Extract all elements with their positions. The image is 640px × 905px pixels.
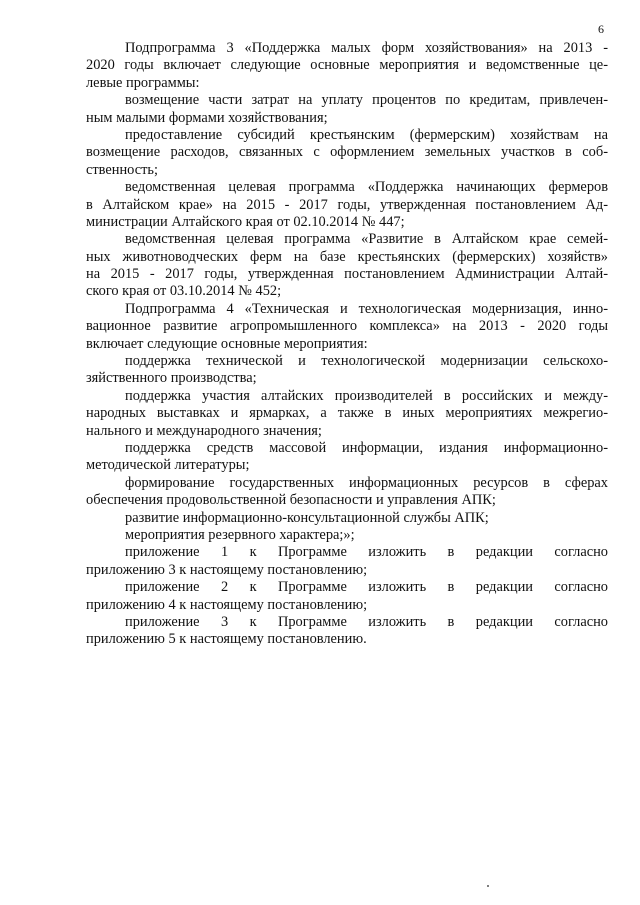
document-body [86,40,608,649]
text-line: левые программы: [86,74,200,91]
text-line: приложение 3 к Программе изложить в редакции согласно [125,613,608,630]
text-line: приложению 4 к настоящему постановлению; [86,596,368,613]
text-line: вационное развитие агропромышленного комплекса» на 2013 - 2020 годы [86,318,608,335]
text-line: Подпрограмма 3 «Поддержка малых форм хозяйствования» на 2013 - [125,40,608,56]
text-line: поддержка участия алтайских производителей в российских и между- [125,387,608,404]
text-line: в Алтайском крае» на 2015 - 2017 годы, утвержденная постановлением Ад- [86,196,608,213]
text-line: приложение 1 к Программе изложить в редакции согласно [125,544,608,561]
text-line: народных выставках и ярмарках, а также в иных мероприятиях межрегио- [86,405,608,422]
text-line: обеспечения продовольственной безопасности и управления АПК; [86,492,496,509]
text-line: нального и международного значения; [86,422,322,439]
text-line: включает следующие основные мероприятия: [86,335,368,352]
text-line: ского края от 03.10.2014 № 452; [86,283,282,300]
text-line: приложению 3 к настоящему постановлению; [86,561,368,578]
text-line: мероприятия резервного характера;»; [125,526,355,543]
text-line: возмещение расходов, связанных с оформлением земельных участков в соб- [86,144,608,161]
text-line: на 2015 - 2017 годы, утвержденная постановлением Администрации Алтай- [86,266,608,283]
text-line: ведомственная целевая программа «Развитие в Алтайском крае семей- [125,231,608,248]
text-line: Подпрограмма 4 «Техническая и технологическая модернизация, инно- [125,300,608,317]
text-line: предоставление субсидий крестьянским (фермерским) хозяйствам на [125,126,608,143]
text-line: зяйственного производства; [86,370,257,387]
text-line: развитие информационно-консультационной службы АПК; [125,509,489,526]
page-number: 6 [598,22,604,36]
text-line: формирование государственных информационных ресурсов в сферах [125,474,608,491]
text-line: возмещение части затрат на уплату процентов по кредитам, привлечен- [125,92,608,109]
text-line: методической литературы; [86,457,250,474]
text-line: поддержка средств массовой информации, издания информационно- [125,439,608,456]
text-line: 2020 годы включает следующие основные мероприятия и ведомственные це- [86,57,608,74]
text-line: поддержка технической и технологической модернизации сельскохо- [125,353,608,370]
text-line: приложение 2 к Программе изложить в редакции согласно [125,579,608,596]
text-line: ведомственная целевая программа «Поддержка начинающих фермеров [125,179,608,196]
text-line: ных животноводческих ферм на базе крестьянских (фермерских) хозяйств» [86,248,608,265]
scan-dot [487,885,489,887]
text-line: ственность; [86,161,158,178]
text-line: приложению 5 к настоящему постановлению. [86,631,367,648]
text-line: министрации Алтайского края от 02.10.2014 № 447; [86,213,405,230]
text-line: ным малыми формами хозяйствования; [86,109,328,126]
